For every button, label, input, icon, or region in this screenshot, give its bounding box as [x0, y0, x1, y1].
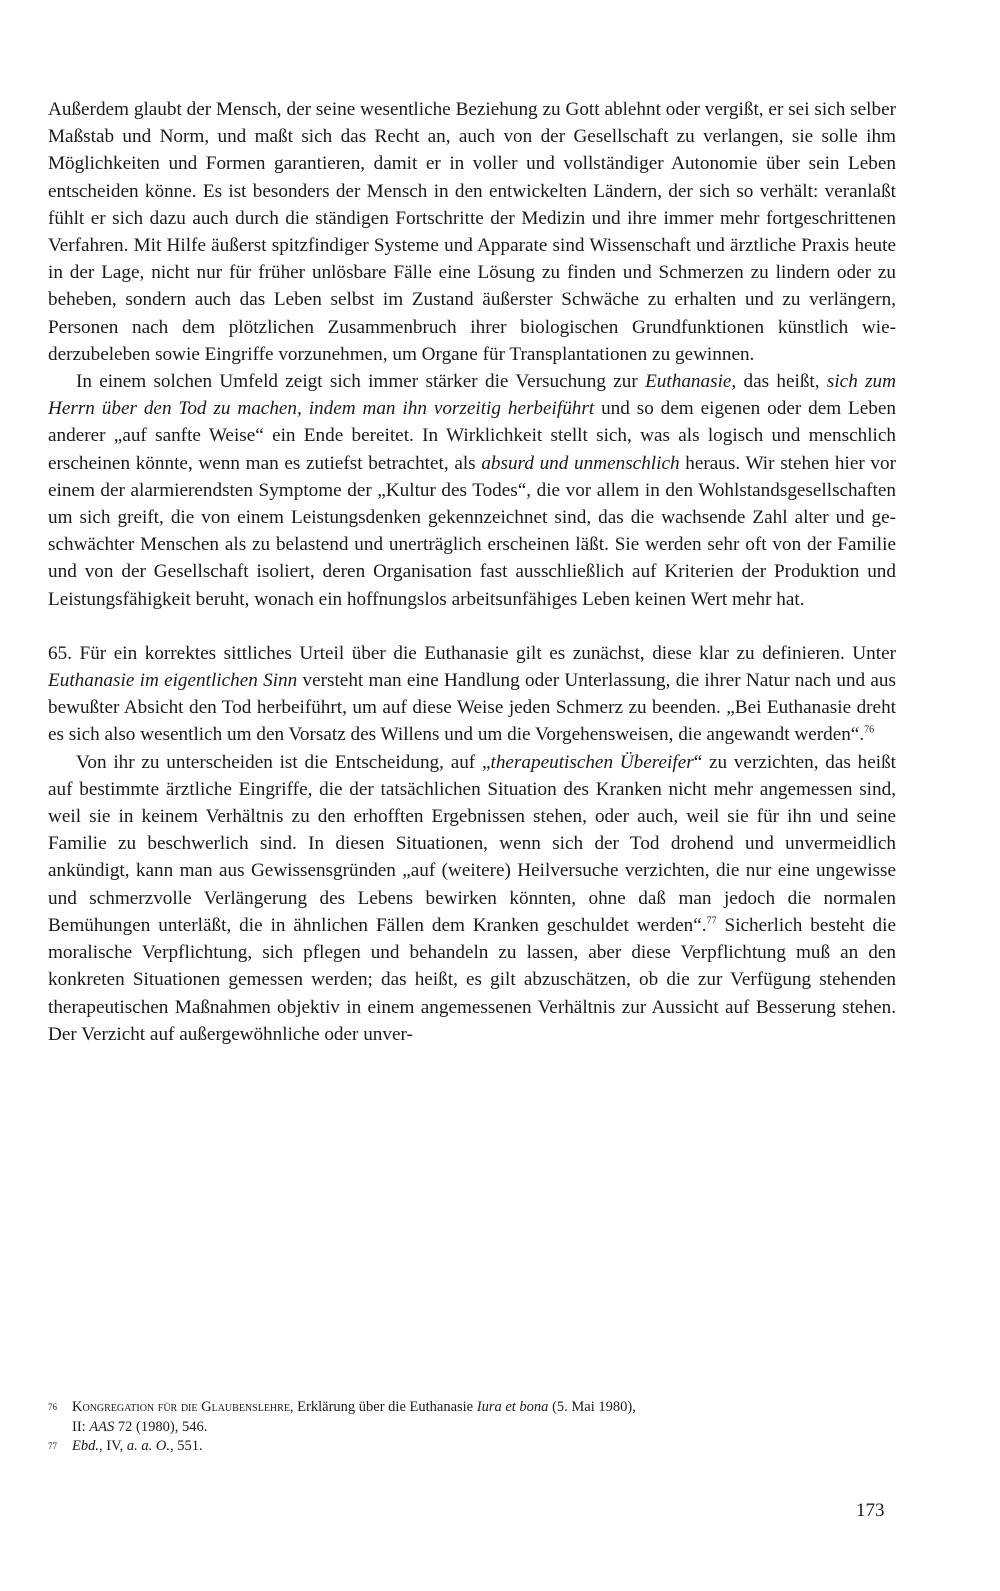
footnote-ref-77: 77 — [706, 915, 717, 927]
footnote-76-number: 76 — [48, 1402, 57, 1412]
page-body — [48, 96, 896, 1048]
paragraph-65-text-a: 65. Für ein korrektes sittliches Urteil über die Euthanasie gilt es zunächst, diese klar zu definieren. Unter — [48, 642, 896, 664]
paragraph-4-italic-term: therapeutischen Übereifer — [490, 751, 694, 773]
footnote-77-number: 77 — [48, 1441, 57, 1451]
footnote-77-aao: a. a. O., — [126, 1438, 174, 1454]
footnote-77-ebd: Ebd., — [72, 1438, 103, 1454]
footnote-76 — [48, 1398, 896, 1437]
paragraph-2-italic-absurd: absurd und unmenschlich — [481, 452, 680, 474]
paragraph-65-italic-term: Euthanasie im eigentlichen Sinn — [48, 670, 298, 692]
footnote-76-journal: AAS — [89, 1418, 115, 1435]
paragraph-2-text-a: In einem solchen Umfeld zeigt sich immer stärker die Versuchung zur — [76, 371, 646, 393]
footnote-76-line2-a: II: — [72, 1418, 90, 1435]
paragraph-4 — [48, 749, 896, 1048]
footnote-77-mid: IV, — [102, 1438, 127, 1454]
footnote-76-line2-b: 72 (1980), 546. — [114, 1418, 208, 1435]
paragraph-2-text-g: heraus. Wir stehen hier vor einem der alarmierendsten Symptome der „Kultur des Todes“, die vor allem in den Wohlstandsgesellschaften um sich greift, die von einem Leistungsdenken gekennzeichnet sind, das die wachsende Zahl alter und geschwächter Menschen als zu belastend und unerträglich erscheinen läßt. Sie werden sehr oft von der Familie und von der Gesellschaft isoliert, deren Organisation fast ausschließlich auf Kriterien der Produktion und Leistungsfähigkeit beruht, wonach ein hoffnungslos arbeitsunfähiges Leben keinen Wert mehr hat. — [48, 452, 896, 610]
footnote-ref-76: 76 — [864, 725, 875, 737]
paragraph-2-text-c: das heißt, — [736, 371, 827, 393]
paragraph-2 — [48, 368, 896, 613]
paragraph-2-italic-definition: sich zum Herrn über den Tod zu machen, indem man ihn vorzeitig herbeiführt — [48, 371, 897, 420]
footnote-77-end: 551. — [173, 1438, 203, 1454]
paragraph-1-text: Außerdem glaubt der Mensch, der seine wesentliche Beziehung zu Gott ablehnt oder vergißt, er sei sich selber Maßstab und Norm, und maßt sich das Recht an, auch von der Gesellschaft zu verlangen, sie solle ihm Möglichkeiten und Formen garantieren, damit er in voller und vollständiger Autonomie über sein Leben entscheiden könne. Es ist besonders der Mensch in den entwickelten Ländern, der sich so verhält: veranlaßt fühlt er sich dazu auch durch die ständigen Fortschritte der Medizin und ihre immer mehr fortgeschrittenen Verfahren. Mit Hilfe äußerst spitzfindiger Systeme und Apparate sind Wissenschaft und ärztliche Praxis heute in der Lage, nicht nur für früher unlösbare Fälle eine Lösung zu finden und Schmerzen zu lindern oder zu beheben, sondern auch das Leben selbst im Zustand äußerster Schwäche zu erhalten und zu verlängern, Personen nach dem plötzlichen Zusammenbruch ihrer biologischen Grundfunktionen künstlich wiederzubeleben sowie Eingriffe vorzunehmen, um Organe für Transplantationen zu gewinnen. — [48, 99, 896, 365]
footnote-76-line-2 — [48, 1418, 896, 1438]
paragraph-65 — [48, 640, 896, 749]
footnote-76-text-a: , Erklärung über die Euthanasie — [289, 1399, 477, 1415]
paragraph-2-italic-euthanasie: Euthanasie, — [645, 371, 737, 393]
paragraph-1 — [48, 96, 896, 368]
footnote-76-text-b: (5. Mai 1980), — [548, 1399, 636, 1415]
footnote-76-title: Iura et bona — [476, 1399, 549, 1415]
paragraph-2-text-e: und so dem eigenen oder dem Leben anderer „auf sanfte Weise“ ein Ende bereitet. In Wirklichkeit stellt sich, was als logisch und menschlich erscheinen könnte, wenn man es zutiefst betrachtet, als — [48, 398, 896, 474]
footnote-77 — [48, 1437, 896, 1457]
paragraph-65-text-c: versteht man eine Handlung oder Unterlassung, die ihrer Natur nach und aus bewußter Absicht den Tod herbeiführt, um auf diese Weise jeden Schmerz zu beenden. „Bei Euthanasie dreht es sich also wesentlich um den Vorsatz des Willens und um die Vorgehensweisen, die angewandt werden“. — [48, 670, 896, 746]
footnotes — [48, 1398, 896, 1457]
footnote-76-author: Kongregation für die Glaubenslehre — [72, 1399, 290, 1415]
page-number: 173 — [856, 1500, 885, 1521]
paragraph-4-text-c: “ zu verzichten, das heißt auf bestimmte ärztliche Eingriffe, die der tatsächlichen Situation des Kranken nicht mehr angemessen sind, weil sie in keinem Verhältnis zu den erhofften Ergebnissen stehen, oder auch, weil sie für ihn und seine Familie zu beschwerlich sind. In diesen Situationen, wenn sich der Tod drohend und unvermeidlich ankündigt, kann man aus Gewissensgründen „auf (weitere) Heilversuche verzichten, die nur eine ungewisse und schmerzvolle Verlängerung des Lebens bewirken könnten, ohne daß man jedoch die normalen Bemühungen unterläßt, die in ähnlichen Fällen dem Kranken geschuldet werden“. — [48, 751, 897, 936]
paragraph-4-text-a: Von ihr zu unterscheiden ist die Entscheidung, auf „ — [76, 751, 491, 773]
paragraph-4-text-d: Sicherlich besteht die moralische Verpflichtung, sich pflegen und behandeln zu lassen, aber diese Verpflichtung muß an den konkreten Situationen gemessen werden; das heißt, es gilt abzuschätzen, ob die zur Verfügung stehenden therapeutischen Maßnahmen objektiv in einem angemessenen Verhältnis zur Aussicht auf Besserung stehen. Der Verzicht auf außergewöhnliche oder unver- — [48, 914, 896, 1045]
